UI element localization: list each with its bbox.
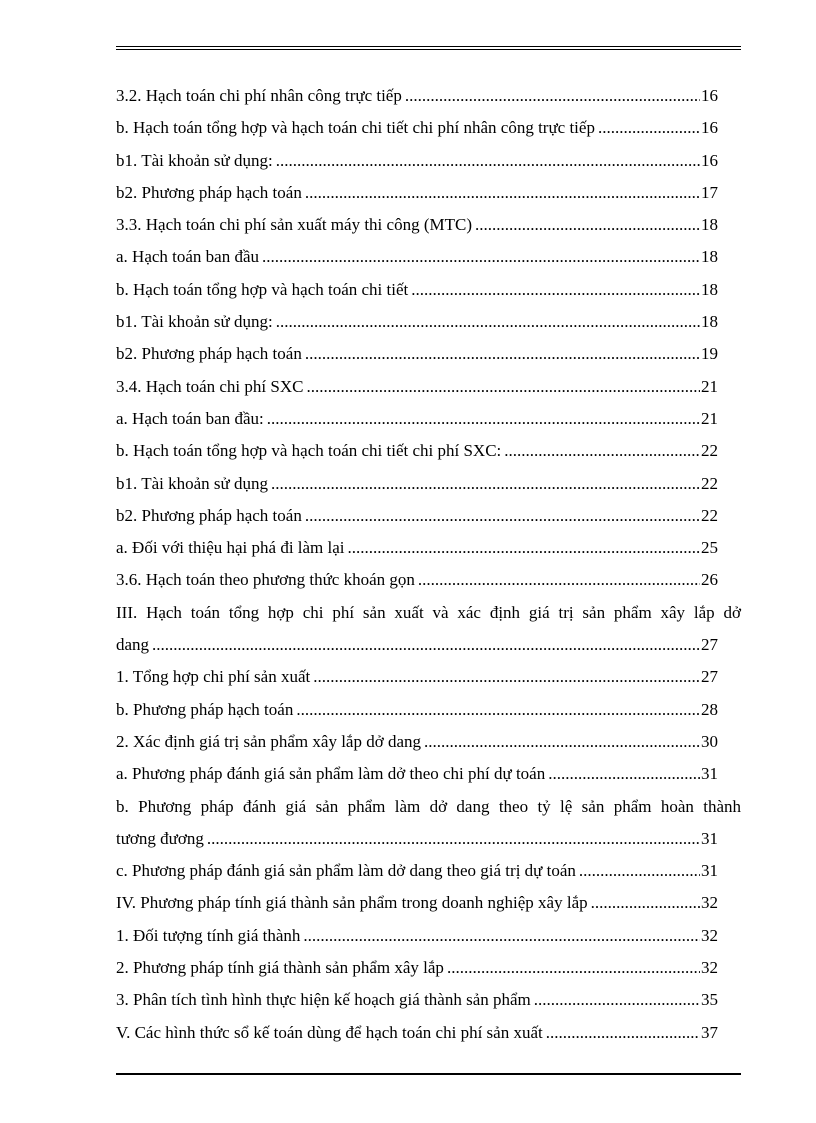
toc-entry-page: 31	[701, 861, 718, 881]
toc-entry-page: 21	[701, 376, 718, 396]
toc-entry-page: 18	[701, 279, 718, 299]
dot-leader	[305, 177, 700, 209]
toc-entry-page: 28	[701, 699, 718, 719]
dot-leader	[579, 855, 700, 887]
toc-entry[interactable]	[116, 80, 718, 112]
dot-leader	[447, 952, 700, 984]
toc-entry-title: V. Các hình thức sổ kế toán dùng để hạch toán chi phí sản xuất	[116, 1022, 543, 1042]
toc-entry-title: 1. Đối tượng tính giá thành	[116, 925, 301, 945]
toc-entry[interactable]	[116, 306, 718, 338]
dot-leader	[305, 500, 700, 532]
toc-entry[interactable]	[116, 564, 718, 596]
dot-leader	[591, 887, 700, 919]
dot-leader	[276, 306, 700, 338]
toc-entry-page: 17	[701, 182, 718, 202]
toc-entry-title: c. Phương pháp đánh giá sản phẩm làm dở dang theo giá trị dự toán	[116, 861, 576, 881]
toc-entry-title: b1. Tài khoản sử dụng:	[116, 150, 273, 170]
toc-entry[interactable]	[116, 920, 718, 952]
toc-entry-page: 22	[701, 441, 718, 461]
dot-leader	[303, 920, 700, 952]
dot-leader	[546, 1017, 700, 1049]
toc-entry-title: b. Phương pháp hạch toán	[116, 699, 294, 719]
toc-entry-page: 32	[701, 893, 718, 913]
toc-entry-title: b. Hạch toán tổng hợp và hạch toán chi tiết chi phí nhân công trực tiếp	[116, 118, 595, 138]
dot-leader	[504, 435, 700, 467]
toc-entry-page: 22	[701, 473, 718, 493]
toc-entry[interactable]	[116, 241, 718, 273]
dot-leader	[262, 241, 700, 273]
toc-entry[interactable]	[116, 274, 718, 306]
footer-rule	[116, 1073, 741, 1075]
toc-entry[interactable]	[116, 209, 718, 241]
dot-leader	[411, 274, 700, 306]
toc-entry-title: a. Hạch toán ban đầu:	[116, 408, 264, 428]
toc-entry-title: a. Phương pháp đánh giá sản phẩm làm dở theo chi phí dự toán	[116, 764, 546, 784]
dot-leader	[313, 661, 700, 693]
toc-entry-page: 18	[701, 215, 718, 235]
toc-entry-title: b. Hạch toán tổng hợp và hạch toán chi tiết	[116, 279, 409, 299]
header-rule	[116, 46, 741, 47]
dot-leader	[207, 823, 700, 855]
toc-entry[interactable]	[116, 338, 718, 370]
toc-entry-page: 22	[701, 505, 718, 525]
dot-leader	[548, 758, 700, 790]
toc-entry-title: b1. Tài khoản sử dụng	[116, 473, 268, 493]
toc-entry-page: 31	[701, 828, 718, 848]
dot-leader	[276, 145, 700, 177]
toc-entry-page: 16	[701, 86, 718, 105]
dot-leader	[267, 403, 700, 435]
toc-entry[interactable]	[116, 694, 718, 726]
dot-leader	[296, 694, 700, 726]
toc-entry-page: 35	[701, 990, 718, 1010]
toc-entry[interactable]	[116, 177, 718, 209]
toc-entry[interactable]	[116, 758, 718, 790]
toc-entry-page: 19	[701, 344, 718, 364]
toc-entry-page: 30	[701, 731, 718, 751]
dot-leader	[424, 726, 700, 758]
toc-entry-title: 2. Phương pháp tính giá thành sản phẩm xây lắp	[116, 958, 444, 978]
toc-entry[interactable]	[116, 1017, 718, 1049]
dot-leader	[306, 371, 700, 403]
toc-entry[interactable]	[116, 726, 718, 758]
toc-entry-page: 25	[701, 538, 718, 558]
toc-entry[interactable]	[116, 435, 718, 467]
dot-leader	[152, 629, 700, 661]
header-rule-secondary	[116, 49, 741, 50]
toc-entry-title-line1: III. Hạch toán tổng hợp chi phí sản xuất và xác định giá trị sản phẩm xây lắp dở	[116, 602, 741, 622]
toc-entry-b-long[interactable]	[116, 791, 741, 856]
toc-entry-page: 27	[701, 635, 718, 655]
toc-entry-iii[interactable]	[116, 597, 741, 662]
toc-entry-title: 3. Phân tích tình hình thực hiện kế hoạch giá thành sản phẩm	[116, 990, 531, 1010]
toc-entry-page: 21	[701, 408, 718, 428]
toc-entry-page: 32	[701, 958, 718, 978]
toc-entry[interactable]	[116, 855, 718, 887]
toc-entry[interactable]	[116, 371, 718, 403]
toc-entry-page: 26	[701, 570, 718, 590]
toc-entry-title: a. Hạch toán ban đầu	[116, 247, 260, 267]
toc-entry-title-line2: dang	[116, 635, 150, 655]
dot-leader	[405, 80, 700, 112]
toc-entry-page: 27	[701, 667, 718, 687]
toc-entry-page: 37	[701, 1022, 718, 1042]
toc-entry-title: 3.4. Hạch toán chi phí SXC	[116, 376, 304, 396]
toc-entry-title: 2. Xác định giá trị sản phẩm xây lắp dở dang	[116, 731, 421, 751]
dot-leader	[475, 209, 700, 241]
toc-entry[interactable]	[116, 887, 718, 919]
toc-entry-title: b2. Phương pháp hạch toán	[116, 344, 302, 364]
toc-entry[interactable]	[116, 661, 718, 693]
dot-leader	[305, 338, 700, 370]
toc-entry-page: 31	[701, 764, 718, 784]
dot-leader	[598, 112, 700, 144]
dot-leader	[418, 564, 700, 596]
toc-entry[interactable]	[116, 112, 718, 144]
toc-entry-title: IV. Phương pháp tính giá thành sản phẩm trong doanh nghiệp xây lắp	[116, 893, 588, 913]
toc-entry-page: 16	[701, 150, 718, 170]
toc-entry[interactable]	[116, 403, 718, 435]
toc-entry[interactable]	[116, 145, 718, 177]
dot-leader	[348, 532, 700, 564]
toc-entry-title: a. Đối với thiệu hại phá đi làm lại	[116, 538, 345, 558]
toc-entry[interactable]	[116, 532, 718, 564]
toc-entry-page: 16	[701, 118, 718, 138]
toc-entry-page: 18	[701, 247, 718, 267]
toc-entry[interactable]	[116, 468, 718, 500]
toc-entry-page: 32	[701, 925, 718, 945]
toc-entry-title-line1: b. Phương pháp đánh giá sản phẩm làm dở dang theo tỷ lệ sản phẩm hoàn thành	[116, 796, 741, 816]
dot-leader	[534, 984, 700, 1016]
toc-entry-title: 3.6. Hạch toán theo phương thức khoán gọn	[116, 570, 415, 590]
toc-entry-title: b2. Phương pháp hạch toán	[116, 182, 302, 202]
toc-entry[interactable]	[116, 500, 718, 532]
table-of-contents	[116, 80, 741, 1049]
toc-entry[interactable]	[116, 952, 718, 984]
toc-entry-title-line2: tương đương	[116, 828, 204, 848]
toc-entry-title: b. Hạch toán tổng hợp và hạch toán chi tiết chi phí SXC:	[116, 441, 502, 461]
toc-entry-title: b1. Tài khoản sử dụng:	[116, 312, 273, 332]
toc-entry-title: b2. Phương pháp hạch toán	[116, 505, 302, 525]
toc-entry-title: 3.2. Hạch toán chi phí nhân công trực tiếp	[116, 86, 402, 105]
toc-entry-title: 3.3. Hạch toán chi phí sản xuất máy thi công (MTC)	[116, 215, 472, 235]
toc-entry-page: 18	[701, 312, 718, 332]
dot-leader	[271, 468, 700, 500]
toc-entry[interactable]	[116, 984, 718, 1016]
toc-entry-title: 1. Tổng hợp chi phí sản xuất	[116, 667, 311, 687]
